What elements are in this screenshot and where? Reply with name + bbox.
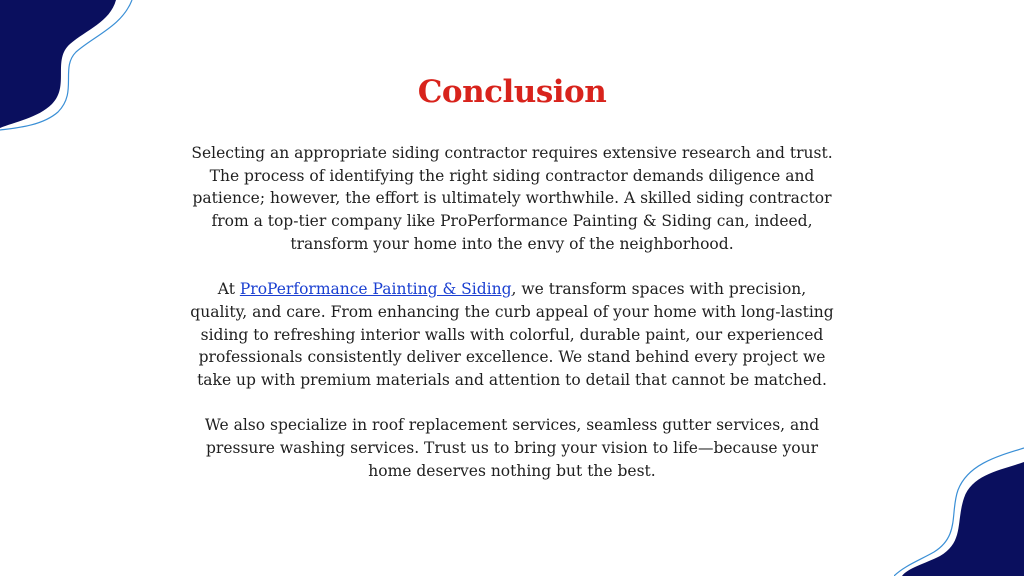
paragraph-company-prefix: At xyxy=(217,280,240,299)
slide-body xyxy=(190,142,834,505)
bottom-right-wave-decoration xyxy=(894,446,1024,576)
paragraph-company-text: , we transform spaces with precision, quality, and care. From enhancing the curb appeal of your home with long-lasting siding to refreshing interior walls with colorful, durable paint, our experienced professionals consistently deliver excellence. We stand behind every project we take up with premium materials and attention to detail that cannot be matched. xyxy=(190,280,834,390)
paragraph-company xyxy=(190,278,834,392)
slide-title: Conclusion xyxy=(417,74,607,110)
paragraph-services: We also specialize in roof replacement services, seamless gutter services, and pressure washing services. Trust us to bring your vision to life—because your home deserves nothing but the best. xyxy=(204,416,820,480)
company-link[interactable]: ProPerformance Painting & Siding xyxy=(239,280,512,299)
paragraph-intro: Selecting an appropriate siding contractor requires extensive research and trust. The process of identifying the right siding contractor demands diligence and patience; however, the effort is ultimately worthwhile. A skilled siding contractor from a top-tier company like ProPerformance Painting & Siding can, indeed, transform your home into the envy of the neighborhood. xyxy=(191,144,833,253)
top-left-wave-decoration xyxy=(0,0,135,135)
